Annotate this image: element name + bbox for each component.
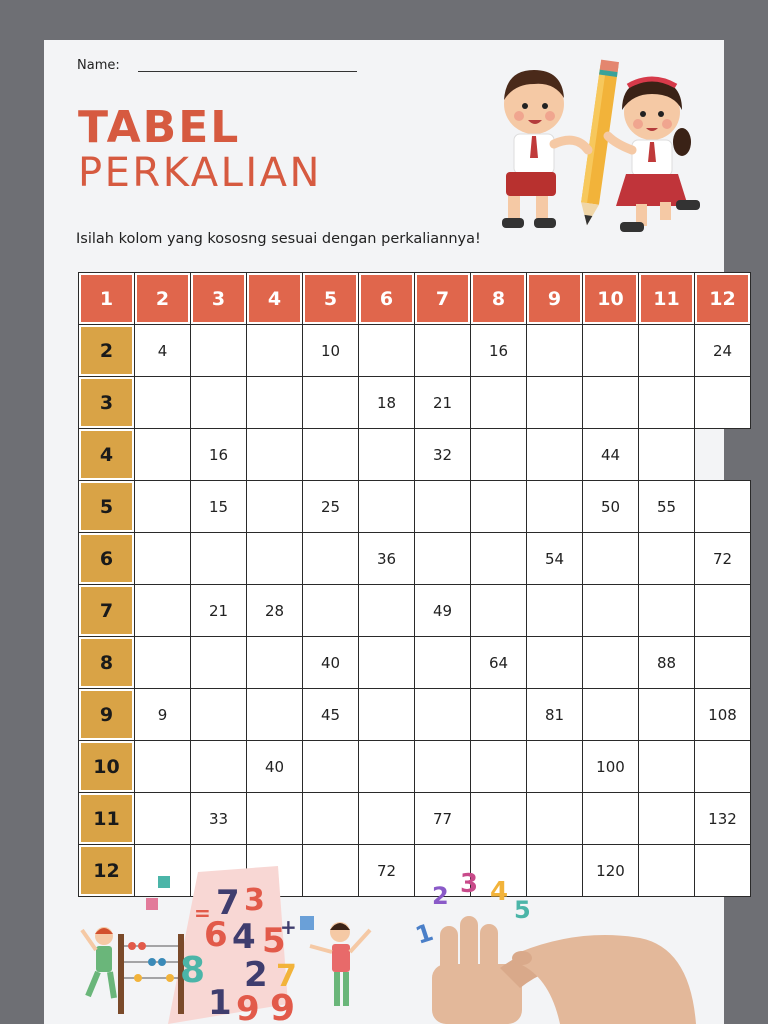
answer-cell[interactable] <box>695 741 751 793</box>
answer-cell[interactable] <box>303 585 359 637</box>
answer-cell[interactable] <box>527 377 583 429</box>
answer-cell: 49 <box>415 585 471 637</box>
answer-cell[interactable] <box>415 325 471 377</box>
digit-3-hand: 3 <box>460 869 479 899</box>
column-header-6 <box>359 273 415 325</box>
answer-cell: 25 <box>303 481 359 533</box>
answer-cell[interactable] <box>471 793 527 845</box>
answer-cell[interactable] <box>583 585 639 637</box>
column-header-label: 1 <box>81 275 132 322</box>
row-header-2 <box>79 325 135 377</box>
answer-cell[interactable] <box>303 533 359 585</box>
table-row <box>79 533 751 585</box>
answer-cell[interactable] <box>639 429 695 481</box>
column-header-10 <box>583 273 639 325</box>
instruction-text: Isilah kolom yang kososng sesuai dengan perkaliannya! <box>76 231 481 247</box>
answer-cell[interactable] <box>695 845 751 897</box>
row-header-7 <box>79 585 135 637</box>
answer-cell[interactable] <box>527 429 583 481</box>
digit-1-hand: 1 <box>412 917 437 950</box>
answer-cell[interactable] <box>359 325 415 377</box>
column-header-4 <box>247 273 303 325</box>
answer-cell[interactable] <box>695 637 751 689</box>
title-line-2: PERKALIAN <box>78 150 322 196</box>
answer-cell[interactable] <box>303 741 359 793</box>
row-header-label: 4 <box>81 431 132 478</box>
answer-cell: 45 <box>303 689 359 741</box>
answer-cell[interactable] <box>639 585 695 637</box>
answer-cell[interactable] <box>247 793 303 845</box>
row-header-4 <box>79 429 135 481</box>
table-row <box>79 481 751 533</box>
column-header-8 <box>471 273 527 325</box>
answer-cell: 40 <box>247 741 303 793</box>
answer-cell[interactable] <box>471 377 527 429</box>
answer-cell: 16 <box>471 325 527 377</box>
answer-cell[interactable] <box>191 637 247 689</box>
column-header-label: 5 <box>305 275 356 322</box>
answer-cell[interactable] <box>359 585 415 637</box>
name-label: Name: <box>77 58 120 73</box>
answer-cell[interactable] <box>415 637 471 689</box>
answer-cell: 4 <box>135 325 191 377</box>
column-header-label: 11 <box>641 275 692 322</box>
row-header-label: 10 <box>81 743 132 790</box>
row-header-8 <box>79 637 135 689</box>
answer-cell[interactable] <box>191 325 247 377</box>
answer-cell[interactable] <box>471 429 527 481</box>
answer-cell: 55 <box>639 481 695 533</box>
answer-cell[interactable] <box>135 377 191 429</box>
digit-4: 4 <box>232 917 256 957</box>
table-row <box>79 585 751 637</box>
column-header-11 <box>639 273 695 325</box>
answer-cell[interactable] <box>471 689 527 741</box>
table-row <box>79 637 751 689</box>
answer-cell[interactable] <box>471 741 527 793</box>
kids-pencil-illustration <box>492 54 702 244</box>
column-header-label: 10 <box>585 275 636 322</box>
row-header-label: 3 <box>81 379 132 426</box>
column-header-label: 8 <box>473 275 524 322</box>
table-row <box>79 689 751 741</box>
answer-cell: 108 <box>695 689 751 741</box>
row-header-label: 6 <box>81 535 132 582</box>
answer-cell[interactable] <box>527 637 583 689</box>
answer-cell: 88 <box>639 637 695 689</box>
children-numbers-illustration <box>48 864 388 1024</box>
answer-cell[interactable] <box>303 429 359 481</box>
answer-cell[interactable] <box>247 637 303 689</box>
svg-text:+: + <box>280 915 297 939</box>
answer-cell[interactable] <box>639 533 695 585</box>
answer-cell[interactable] <box>359 793 415 845</box>
answer-cell[interactable] <box>359 689 415 741</box>
column-header-5 <box>303 273 359 325</box>
answer-cell[interactable] <box>191 689 247 741</box>
table-row <box>79 325 751 377</box>
answer-cell: 24 <box>695 325 751 377</box>
answer-cell[interactable] <box>191 377 247 429</box>
row-header-label: 11 <box>81 795 132 842</box>
answer-cell[interactable] <box>527 793 583 845</box>
answer-cell[interactable] <box>527 481 583 533</box>
answer-cell: 10 <box>303 325 359 377</box>
column-header-label: 3 <box>193 275 244 322</box>
answer-cell: 54 <box>527 533 583 585</box>
answer-cell: 28 <box>247 585 303 637</box>
digit-5-hand: 5 <box>514 896 531 924</box>
multiplication-table <box>78 272 737 882</box>
answer-cell: 21 <box>415 377 471 429</box>
answer-cell[interactable] <box>527 741 583 793</box>
answer-cell: 44 <box>583 429 639 481</box>
answer-cell[interactable] <box>135 637 191 689</box>
answer-cell: 77 <box>415 793 471 845</box>
answer-cell: 40 <box>303 637 359 689</box>
answer-cell: 21 <box>191 585 247 637</box>
answer-cell[interactable] <box>135 585 191 637</box>
row-header-label: 9 <box>81 691 132 738</box>
row-header-label: 7 <box>81 587 132 634</box>
svg-text:=: = <box>194 901 211 925</box>
header-row <box>79 273 751 325</box>
answer-cell[interactable] <box>639 325 695 377</box>
digit-4-hand: 4 <box>490 877 509 907</box>
answer-cell[interactable] <box>191 533 247 585</box>
answer-cell[interactable] <box>695 377 751 429</box>
answer-cell: 72 <box>695 533 751 585</box>
digit-2: 2 <box>244 955 268 995</box>
answer-cell: 15 <box>191 481 247 533</box>
column-header-1 <box>79 273 135 325</box>
answer-cell[interactable] <box>303 377 359 429</box>
digit-7b: 7 <box>276 959 297 994</box>
table-row <box>79 793 751 845</box>
row-header-label: 8 <box>81 639 132 686</box>
row-header-3 <box>79 377 135 429</box>
column-header-label: 7 <box>417 275 468 322</box>
column-header-12 <box>695 273 751 325</box>
row-header-9 <box>79 689 135 741</box>
column-header-2 <box>135 273 191 325</box>
title-line-1: TABEL <box>78 102 241 153</box>
row-header-label: 2 <box>81 327 132 374</box>
column-header-label: 12 <box>697 275 748 322</box>
answer-cell[interactable] <box>247 481 303 533</box>
answer-cell[interactable] <box>135 793 191 845</box>
digit-9: 9 <box>236 989 260 1024</box>
answer-cell: 100 <box>583 741 639 793</box>
answer-cell[interactable] <box>415 741 471 793</box>
digit-8: 8 <box>180 950 206 991</box>
answer-cell: 132 <box>695 793 751 845</box>
digit-6: 6 <box>204 915 228 955</box>
answer-cell[interactable] <box>639 377 695 429</box>
answer-cell[interactable] <box>135 481 191 533</box>
column-header-label: 9 <box>529 275 580 322</box>
answer-cell: 72 <box>359 845 415 897</box>
row-header-5 <box>79 481 135 533</box>
row-header-11 <box>79 793 135 845</box>
answer-cell[interactable] <box>135 429 191 481</box>
answer-cell[interactable] <box>359 429 415 481</box>
table-row <box>79 741 751 793</box>
row-header-label: 5 <box>81 483 132 530</box>
answer-cell[interactable] <box>583 637 639 689</box>
answer-cell[interactable] <box>247 377 303 429</box>
name-input-line[interactable] <box>138 71 357 72</box>
answer-cell[interactable] <box>639 689 695 741</box>
answer-cell[interactable] <box>527 325 583 377</box>
answer-cell: 36 <box>359 533 415 585</box>
table-row <box>79 377 751 429</box>
column-header-3 <box>191 273 247 325</box>
answer-cell[interactable] <box>303 793 359 845</box>
answer-cell[interactable] <box>415 481 471 533</box>
row-header-10 <box>79 741 135 793</box>
answer-cell[interactable] <box>639 741 695 793</box>
answer-cell: 33 <box>191 793 247 845</box>
hand-counting-illustration <box>410 868 700 1024</box>
answer-cell[interactable] <box>583 793 639 845</box>
digit-1: 1 <box>208 983 232 1023</box>
answer-cell[interactable] <box>695 481 751 533</box>
answer-cell[interactable] <box>415 533 471 585</box>
answer-cell[interactable] <box>583 325 639 377</box>
answer-cell[interactable] <box>247 429 303 481</box>
answer-cell[interactable] <box>135 533 191 585</box>
answer-cell: 16 <box>191 429 247 481</box>
answer-cell[interactable] <box>191 741 247 793</box>
answer-cell[interactable] <box>583 533 639 585</box>
multiplication-grid <box>78 272 751 897</box>
column-header-label: 4 <box>249 275 300 322</box>
answer-cell: 50 <box>583 481 639 533</box>
answer-cell[interactable] <box>359 481 415 533</box>
answer-cell[interactable] <box>415 689 471 741</box>
answer-cell[interactable] <box>471 533 527 585</box>
answer-cell[interactable] <box>247 533 303 585</box>
answer-cell[interactable] <box>471 481 527 533</box>
answer-cell: 81 <box>527 689 583 741</box>
answer-cell[interactable] <box>471 585 527 637</box>
column-header-label: 6 <box>361 275 412 322</box>
answer-cell[interactable] <box>247 689 303 741</box>
answer-cell: 18 <box>359 377 415 429</box>
answer-cell: 32 <box>415 429 471 481</box>
table-row <box>79 429 751 481</box>
answer-cell[interactable] <box>247 325 303 377</box>
answer-cell[interactable] <box>583 689 639 741</box>
answer-cell[interactable] <box>359 637 415 689</box>
answer-cell[interactable] <box>583 377 639 429</box>
answer-cell: 9 <box>135 689 191 741</box>
answer-cell[interactable] <box>527 585 583 637</box>
digit-3: 3 <box>244 883 265 918</box>
column-header-label: 2 <box>137 275 188 322</box>
worksheet-page <box>44 40 737 1024</box>
answer-cell: 120 <box>583 845 639 897</box>
answer-cell[interactable] <box>695 585 751 637</box>
answer-cell[interactable] <box>135 741 191 793</box>
row-header-label: 12 <box>81 847 132 894</box>
answer-cell[interactable] <box>639 793 695 845</box>
digit-9b: 9 <box>270 988 296 1024</box>
column-header-7 <box>415 273 471 325</box>
column-header-9 <box>527 273 583 325</box>
digit-2-hand: 2 <box>432 882 449 910</box>
digit-5: 5 <box>262 921 286 961</box>
answer-cell: 64 <box>471 637 527 689</box>
row-header-6 <box>79 533 135 585</box>
answer-cell[interactable] <box>359 741 415 793</box>
digit-7: 7 <box>216 883 240 923</box>
